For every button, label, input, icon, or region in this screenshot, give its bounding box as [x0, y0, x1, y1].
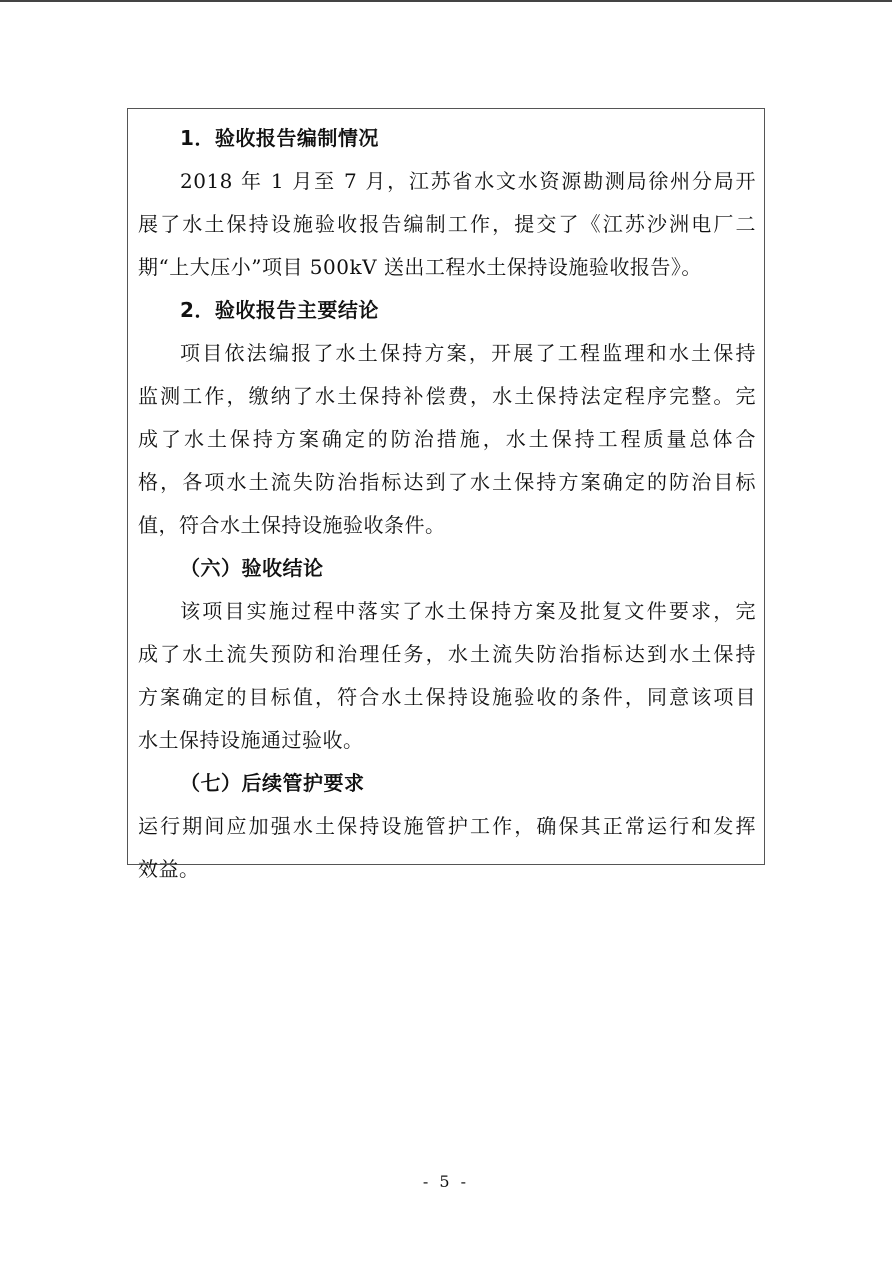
- section-heading-report-preparation: 1．验收报告编制情况: [180, 126, 379, 150]
- paragraph-line: 方案确定的目标值，符合水土保持设施验收的条件，同意该项目: [138, 685, 756, 709]
- paragraph-line: 效益。: [138, 857, 200, 881]
- content-body: [138, 117, 756, 891]
- paragraph-line: 项目依法编报了水土保持方案，开展了工程监理和水土保持: [180, 341, 756, 365]
- section-heading-report-conclusions: 2．验收报告主要结论: [180, 298, 379, 322]
- content-table-cell: [127, 108, 765, 881]
- paragraph-line: 格，各项水土流失防治指标达到了水土保持方案确定的防治目标: [138, 470, 756, 494]
- paragraph-line: 期“上大压小”项目 500kV 送出工程水土保持设施验收报告》。: [138, 255, 702, 279]
- page-top-border: [0, 0, 892, 2]
- paragraph-line: 2018 年 1 月至 7 月，江苏省水文水资源勘测局徐州分局开: [180, 169, 756, 193]
- paragraph-line: 成了水土保持方案确定的防治措施，水土保持工程质量总体合: [138, 427, 756, 451]
- paragraph-line: 运行期间应加强水土保持设施管护工作，确保其正常运行和发挥: [138, 814, 756, 838]
- paragraph-line: 水土保持设施通过验收。: [138, 728, 364, 752]
- paragraph-line: 该项目实施过程中落实了水土保持方案及批复文件要求，完: [180, 599, 756, 623]
- paragraph-line: 展了水土保持设施验收报告编制工作，提交了《江苏沙洲电厂二: [138, 212, 756, 236]
- paragraph-line: 值，符合水土保持设施验收条件。: [138, 513, 446, 537]
- section-heading-acceptance-conclusion: （六）验收结论: [180, 556, 324, 580]
- paragraph-line: 成了水土流失预防和治理任务，水土流失防治指标达到水土保持: [138, 642, 756, 666]
- paragraph-line: 监测工作，缴纳了水土保持补偿费，水土保持法定程序完整。完: [138, 384, 756, 408]
- page-number: - 5 -: [422, 1172, 470, 1191]
- section-heading-maintenance-requirements: （七）后续管护要求: [180, 771, 365, 795]
